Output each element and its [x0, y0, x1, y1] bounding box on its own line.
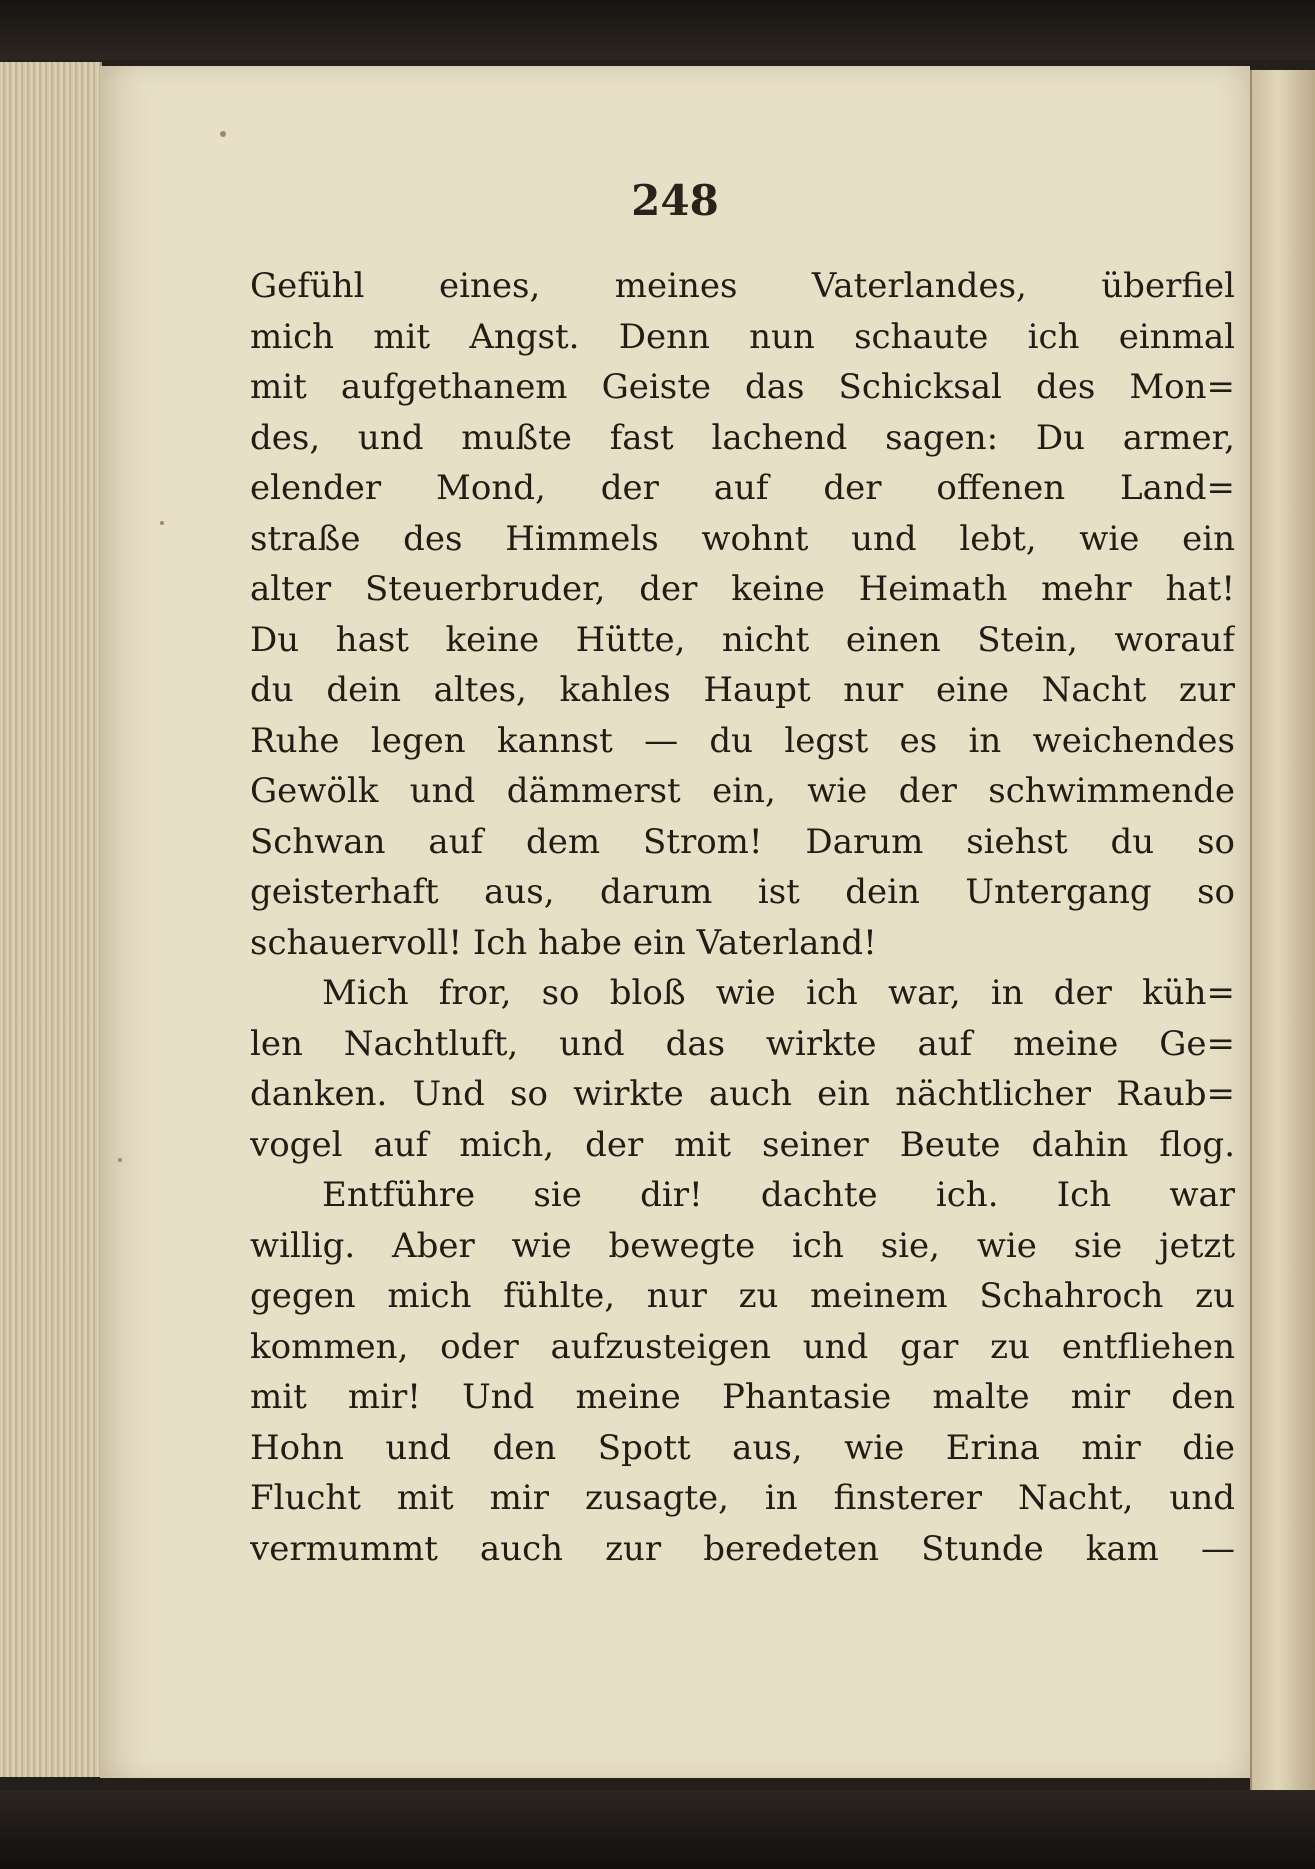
text-line: geisterhaft aus, darum ist dein Untergang so: [250, 872, 1235, 912]
text-line: danken. Und so wirkte auch ein nächtlicher Raub=: [250, 1074, 1235, 1114]
text-line: vogel auf mich, der mit seiner Beute dahin flog.: [250, 1124, 1235, 1165]
text-line: len Nachtluft, und das wirkte auf meine Ge=: [250, 1023, 1235, 1064]
text-line: Gefühl eines, meines Vaterlandes, überfiel: [250, 266, 1235, 306]
book-cover-top: [0, 0, 1315, 60]
text-line: Mich fror, so bloß wie ich war, in der küh=: [322, 973, 1235, 1013]
text-line: straße des Himmels wohnt und lebt, wie ein: [250, 518, 1235, 559]
text-line: du dein altes, kahles Haupt nur eine Nacht zur: [250, 670, 1235, 710]
page-number: 248: [631, 176, 719, 225]
text-line: Gewölk und dämmerst ein, wie der schwimmende: [250, 771, 1235, 811]
paper-spot: [118, 1158, 122, 1162]
text-line: vermummt auch zur beredeten Stunde kam —: [250, 1528, 1235, 1569]
text-line: mit mir! Und meine Phantasie malte mir den: [250, 1377, 1235, 1417]
text-line: elender Mond, der auf der offenen Land=: [250, 468, 1235, 508]
paper-spot: [160, 521, 164, 525]
book-page: [100, 66, 1250, 1778]
book-cover-bottom: [0, 1790, 1315, 1869]
body-text: [250, 261, 1235, 1574]
text-line: mit aufgethanem Geiste das Schicksal des Mon=: [250, 367, 1235, 407]
page-stack: [0, 62, 102, 1777]
text-line: mich mit Angst. Denn nun schaute ich einmal: [250, 316, 1235, 357]
text-line: Schwan auf dem Strom! Darum siehst du so: [250, 821, 1235, 862]
text-line: willig. Aber wie bewegte ich sie, wie sie jetzt: [250, 1225, 1235, 1266]
text-line: Hohn und den Spott aus, wie Erina mir die: [250, 1427, 1235, 1468]
text-line: Du hast keine Hütte, nicht einen Stein, worauf: [250, 619, 1235, 660]
text-line: alter Steuerbruder, der keine Heimath mehr hat!: [250, 569, 1235, 609]
text-line: Entführe sie dir! dachte ich. Ich war: [322, 1175, 1235, 1215]
page-fold: [1250, 70, 1315, 1790]
text-line: schauervoll! Ich habe ein Vaterland!: [250, 922, 877, 963]
text-line: kommen, oder aufzusteigen und gar zu entfliehen: [250, 1326, 1235, 1367]
text-line: gegen mich fühlte, nur zu meinem Schahroch zu: [250, 1276, 1235, 1316]
text-line: Flucht mit mir zusagte, in finsterer Nacht, und: [250, 1478, 1235, 1518]
text-line: Ruhe legen kannst — du legst es in weichendes: [250, 720, 1235, 761]
text-line: des, und mußte fast lachend sagen: Du armer,: [250, 417, 1235, 458]
paper-spot: [220, 131, 226, 137]
